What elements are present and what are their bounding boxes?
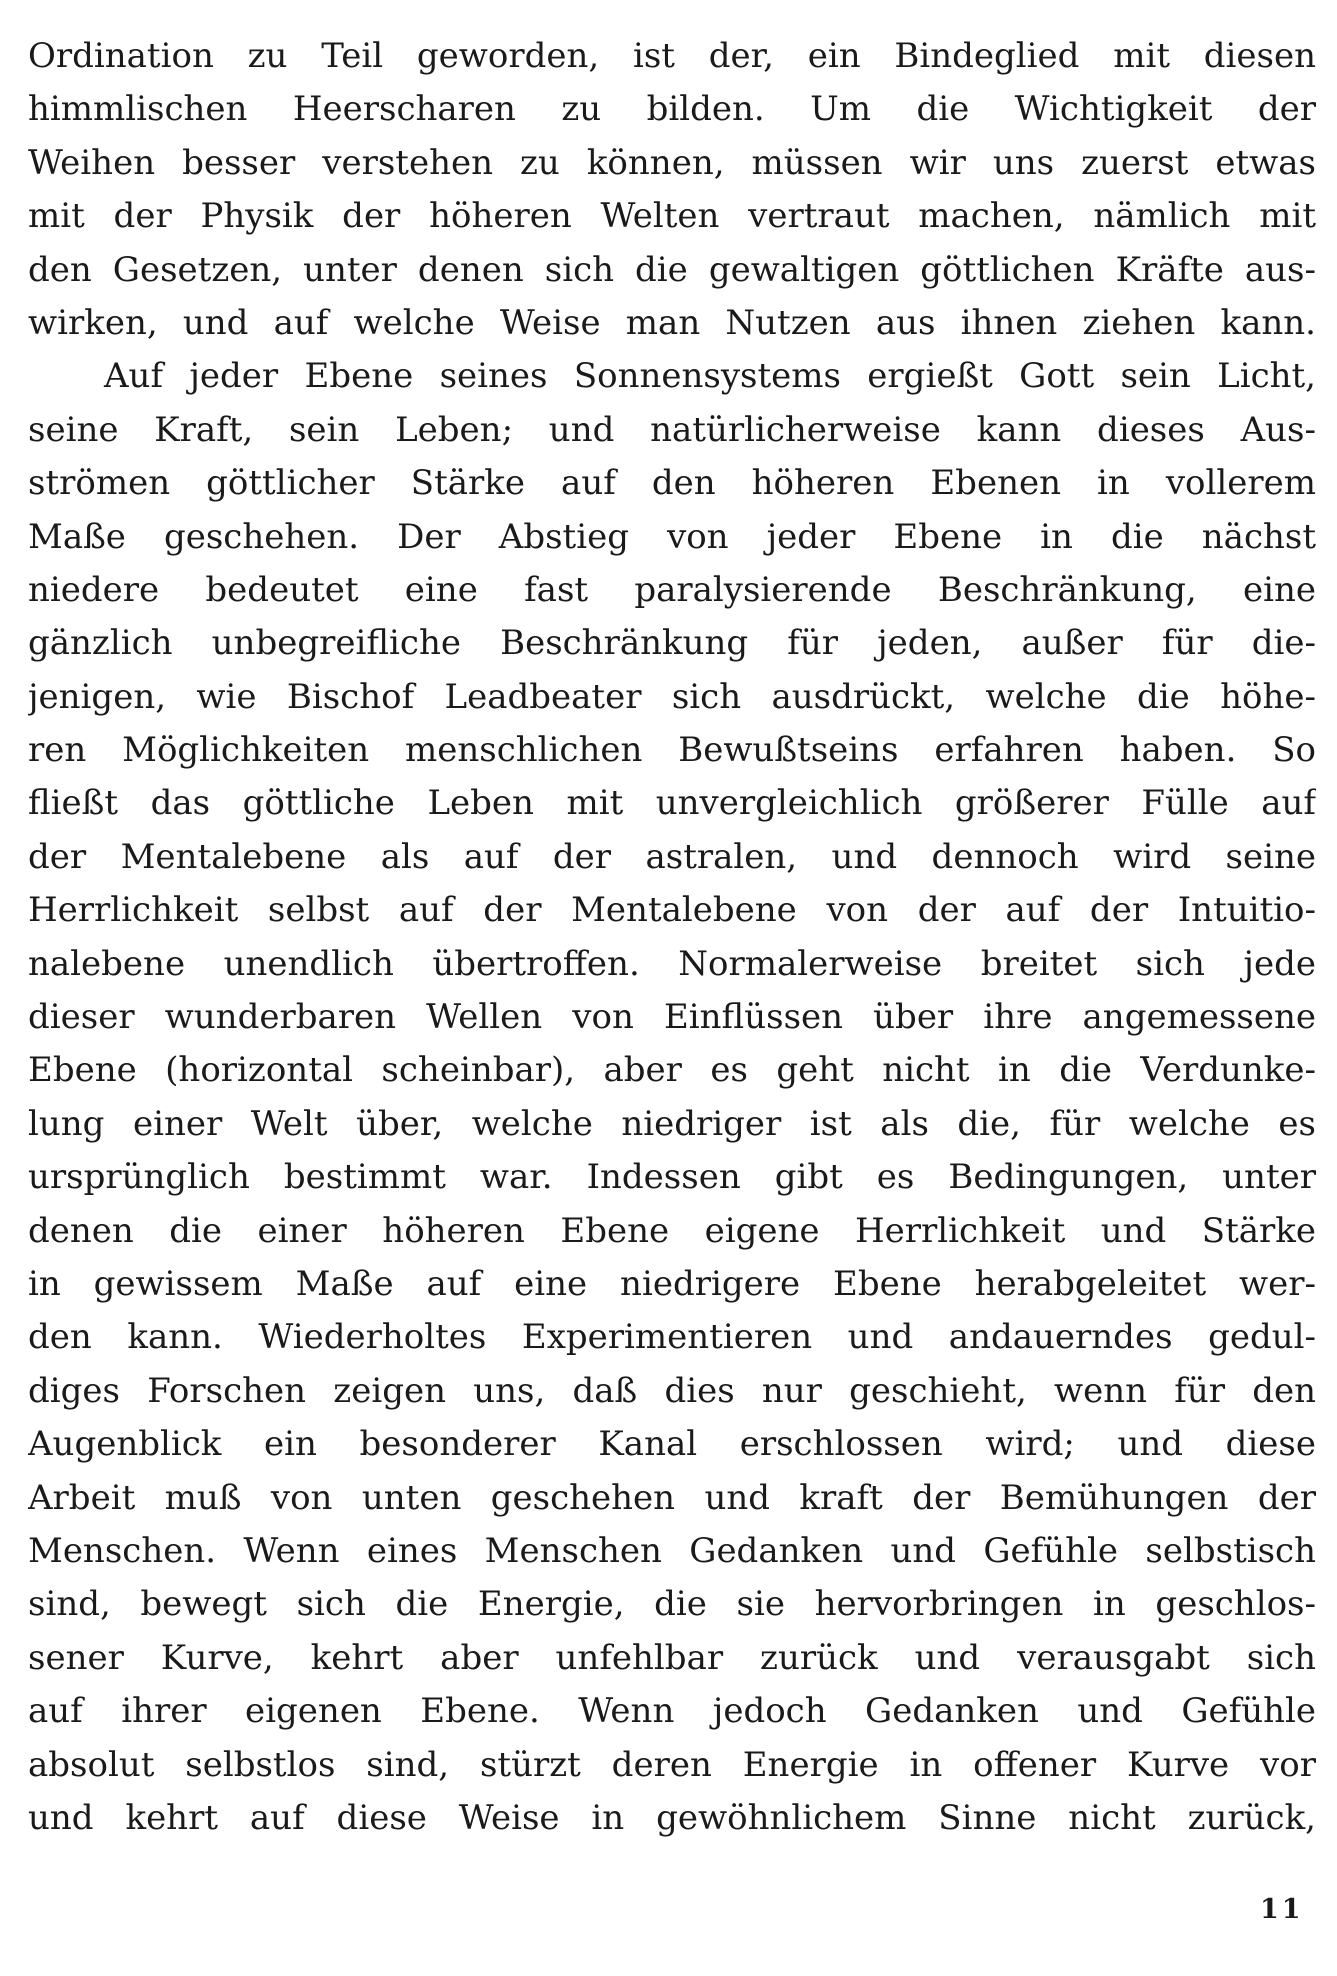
text-line: Ordination zu Teil geworden, ist der, ein Bindeglied mit diesen [28,36,1316,76]
text-line: Ebene (horizontal scheinbar), aber es geht nicht in die Verdunke- [28,1050,1316,1091]
text-line: dieser wunderbaren Wellen von Einflüssen über ihre angemessene [28,997,1316,1038]
text-line: denen die einer höheren Ebene eigene Herrlichkeit und Stärke [28,1210,1316,1251]
text-line: himmlischen Heerscharen zu bilden. Um die Wichtigkeit der [28,89,1316,130]
text-line: Menschen. Wenn eines Menschen Gedanken und Gefühle selbstisch [28,1530,1316,1571]
page-number: 11 [1260,1894,1304,1925]
text-line: Auf jeder Ebene seines Sonnensystems ergießt Gott sein Licht, [104,356,1316,397]
body-text [28,30,1316,1845]
text-line: Maße geschehen. Der Abstieg von jeder Ebene in die nächst [28,516,1316,557]
text-line: jenigen, wie Bischof Leadbeater sich ausdrückt, welche die höhe- [28,676,1316,717]
text-line: den Gesetzen, unter denen sich die gewaltigen göttlichen Kräfte aus- [28,249,1316,290]
text-line: gänzlich unbegreifliche Beschränkung für jeden, außer für die- [28,623,1316,664]
text-line: sind, bewegt sich die Energie, die sie hervorbringen in geschlos- [28,1584,1316,1625]
text-line: in gewissem Maße auf eine niedrigere Ebene herabgeleitet wer- [28,1263,1316,1304]
text-line: sener Kurve, kehrt aber unfehlbar zurück und verausgabt sich [28,1637,1316,1678]
text-line: und kehrt auf diese Weise in gewöhnlichem Sinne nicht zurück, [28,1797,1316,1838]
text-line: niedere bedeutet eine fast paralysierende Beschränkung, eine [28,569,1316,610]
text-line: absolut selbstlos sind, stürzt deren Energie in offener Kurve vor [28,1744,1316,1785]
text-line: Herrlichkeit selbst auf der Mentalebene von der auf der Intuitio- [28,890,1316,931]
text-line: lung einer Welt über, welche niedriger ist als die, für welche es [28,1103,1316,1144]
text-line: diges Forschen zeigen uns, daß dies nur geschieht, wenn für den [28,1370,1316,1411]
text-line: auf ihrer eigenen Ebene. Wenn jedoch Gedanken und Gefühle [28,1691,1316,1732]
text-line: Weihen besser verstehen zu können, müssen wir uns zuerst etwas [28,142,1316,183]
text-line: wirken, und auf welche Weise man Nutzen aus ihnen ziehen kann. [28,302,1316,343]
text-line: nalebene unendlich übertroffen. Normalerweise breitet sich jede [28,943,1316,984]
text-line: fließt das göttliche Leben mit unvergleichlich größerer Fülle auf [28,783,1316,824]
text-line: den kann. Wiederholtes Experimentieren und andauerndes gedul- [28,1317,1316,1358]
text-line: strömen göttlicher Stärke auf den höheren Ebenen in vollerem [28,463,1316,504]
text-line: Augenblick ein besonderer Kanal erschlossen wird; und diese [28,1424,1316,1465]
text-line: der Mentalebene als auf der astralen, und dennoch wird seine [28,836,1316,877]
text-line: ursprünglich bestimmt war. Indessen gibt es Bedingungen, unter [28,1157,1316,1198]
text-line: seine Kraft, sein Leben; und natürlicherweise kann dieses Aus- [28,409,1316,450]
text-line: mit der Physik der höheren Welten vertraut machen, nämlich mit [28,196,1316,237]
text-line: ren Möglichkeiten menschlichen Bewußtseins erfahren haben. So [28,730,1316,771]
text-line: Arbeit muß von unten geschehen und kraft der Bemühungen der [28,1477,1316,1518]
